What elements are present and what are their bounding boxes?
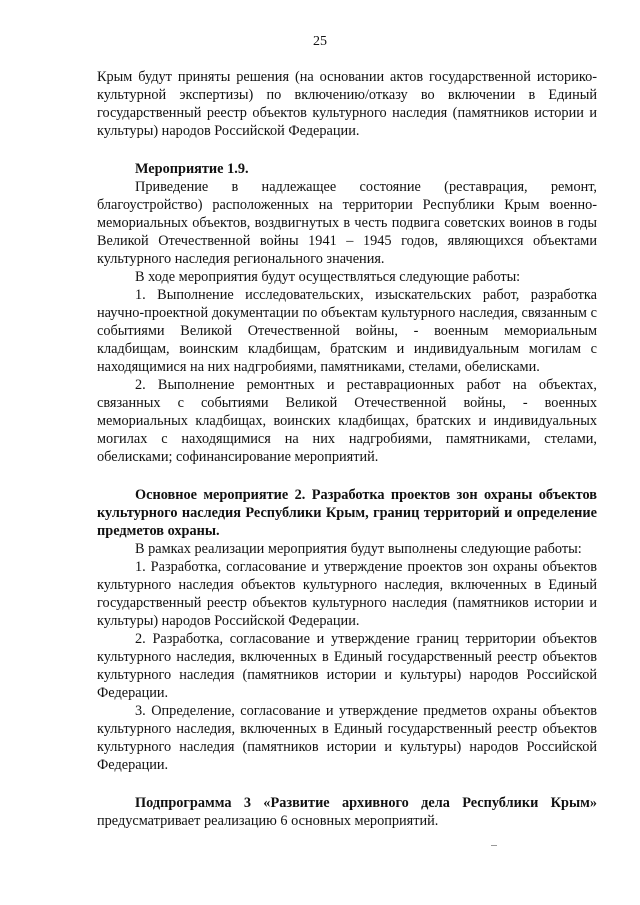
page-number: 25 [313,34,327,49]
subprogram-3-text: предусматривает реализацию 6 основных мероприятий. [97,813,439,829]
scan-mark [491,845,497,846]
subprogram-3-title: Подпрограмма 3 «Развитие архивного дела Республики Крым» [135,795,597,811]
paragraph-research-works: 1. Выполнение исследовательских, изыскательских работ, разработка научно-проектной документации по объектам культурного наследия, связанным с событиями Великой Отечественной войны, - военным мемориальным кладбищам, воинским кладбищам, братским и индивидуальным могилам с находящимися на них надгробиями, памятниками, стелами, обелисками. [97,287,597,375]
paragraph-works-intro: В ходе мероприятия будут осуществляться следующие работы: [135,269,521,285]
paragraph-subprogram-3 [97,794,597,830]
paragraph-territory-borders: 2. Разработка, согласование и утверждение границ территории объектов культурного наследия, включенных в Единый государственный реестр объектов культурного наследия (памятников истории и культуры) народов Российской Федерации. [97,631,597,701]
paragraph-repair-works: 2. Выполнение ремонтных и реставрационных работ на объектах, связанных с событиями Великой Отечественной войны, - военных мемориальных кладбищах, воинских кладбищах, братских и индивидуальных могилах с находящимися на них надгробиями, памятниками, стелами, обелисками; софинансирование мероприятий. [97,377,597,465]
paragraph-protection-subjects: 3. Определение, согласование и утверждение предметов охраны объектов культурного наследия, включенных в Единый государственный реестр объектов культурного наследия (памятников истории и культуры) народов Российской Федерации. [97,703,597,773]
heading-measure-1-9: Мероприятие 1.9. [135,161,249,177]
paragraph-protection-zones: 1. Разработка, согласование и утверждение проектов зон охраны объектов культурного наследия объектов культурного наследия, включенных в Единый государственный реестр объектов культурного наследия (памятников истории и культуры) народов Российской Федерации. [97,559,597,629]
paragraph-restoration: Приведение в надлежащее состояние (реставрация, ремонт, благоустройство) расположенных на территории Республики Крым военно-мемориальных объектов, воздвигнутых в честь подвига советских воинов в годы Великой Отечественной войны 1941 – 1945 годов, являющихся объектами культурного наследия регионального значения. [97,179,597,267]
paragraph-crimea-decisions: Крым будут приняты решения (на основании актов государственной историко-культурной экспертизы) по включению/отказу во включении в Единый государственный реестр объектов культурного наследия (памятников истории и культуры) народов Российской Федерации. [97,69,597,139]
paragraph-main-works-intro: В рамках реализации мероприятия будут выполнены следующие работы: [135,541,582,557]
heading-main-measure-2: Основное мероприятие 2. Разработка проектов зон охраны объектов культурного наследия Республики Крым, границ территорий и определение предметов охраны. [97,487,597,539]
document-body [97,68,597,830]
